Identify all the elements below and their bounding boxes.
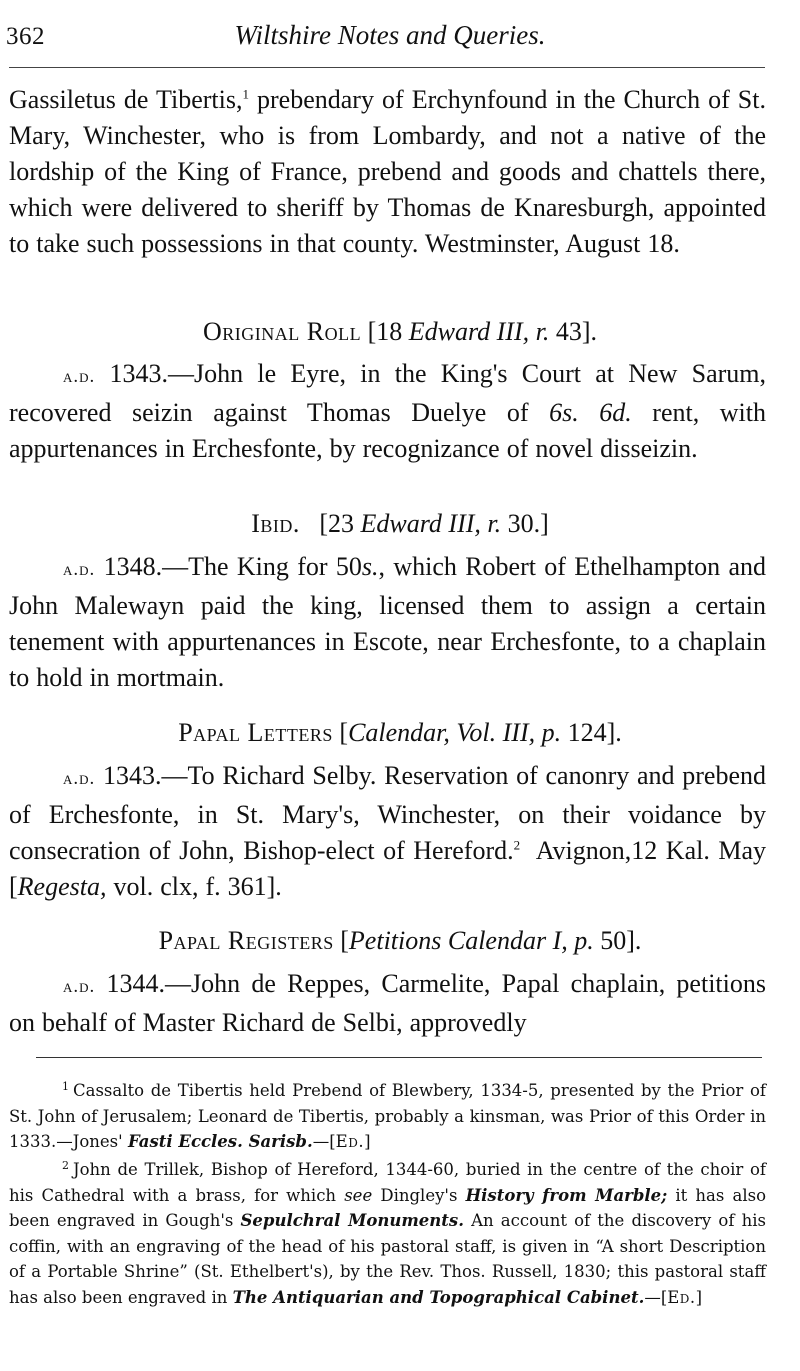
footnote-rule [36,1057,762,1058]
paragraph-text: 1348.—The King for 50 [95,552,362,581]
heading-text: 30.] [501,509,549,538]
heading-italic: Petitions Calendar I, p. [348,926,594,955]
paragraph-text: 1343.—John le Eyre, in the King's Court at New Sarum, recovered seizin against Thomas Duelye of [9,359,766,427]
heading-small-caps: Ibid. [251,509,300,538]
footnote-text: ] [695,1287,703,1307]
paragraph-gassiletus [9,82,766,262]
footnote-text: —[ [644,1287,668,1307]
heading-papal-letters [0,715,800,751]
heading-text: [18 [361,317,409,346]
footnote-text: An account of the discovery of his coffin, with an engraving of the head of his pastoral staff, is given in “A short Description of a Portable Shrine” (St. Ethelbert's), by the Rev. Thos. Russell, 1830; this pastoral staff has also been engraved in [9,1211,766,1307]
footnote-italic: Fasti Eccles. Sarisb. [127,1132,313,1151]
paragraph-text: 1344.—John de Reppes, Carmelite, Papal chaplain, petitions on behalf of Master Richard de Selbi, approvedly [9,969,766,1037]
footnote-text: Cassalto de Tibertis held Prebend of Blewbery, 1334-5, presented by the Prior of St. John of Jerusalem; Leonard de Tibertis, probably a kinsman, was Prior of this Order in 1333.—Jones' [9,1081,766,1151]
footnote-italic: History from Marble; [465,1185,668,1205]
heading-italic: Calendar, Vol. III, p. [348,718,562,747]
paragraph-italic: 6s. 6d. [549,398,632,427]
heading-small-caps: Papal Registers [158,926,334,955]
paragraph-1343-selby [9,758,774,905]
footnote-2: 2 John de Trillek, Bishop of Hereford, 1344-60, buried in the centre of the choir of his Cathedral with a brass, for which see Dingley's History from Marble; it has also been engraved in Gough's Sepulchral Monuments. An account of the discovery of his coffin, with an engraving of the head of his pastoral staff, is given in “A short Description of a Portable Shrine” (St. Ethelbert's), by the Rev. Thos. Russell, 1830; this pastoral staff has also been engraved in The Antiquarian and Topographical Cabinet.—[Ed.] [9,1158,767,1307]
anno-domini: a.d. [63,976,96,997]
footnote-text: Dingley's [372,1185,466,1205]
paragraph-text: vol. clx, f. 361]. [106,872,282,901]
editor-mark: Ed. [667,1287,696,1307]
paragraph-text: Gassiletus de Tibertis, [9,85,243,114]
footnote-ref-2: 2 [513,837,521,853]
heading-text: [23 [299,509,361,538]
heading-italic: Edward III, r. [360,509,502,538]
footnote-text: ] [364,1132,371,1151]
footnote-text: —[ [312,1132,336,1151]
heading-text: 50]. [593,926,642,955]
heading-text: [ [332,718,349,747]
footnote-text: John de Trillek, Bishop of Hereford, 1344-60, buried in the centre of the choir of his Cathedral with a brass, for which [9,1160,766,1205]
running-title: Wiltshire Notes and Queries. [234,20,546,50]
paragraph-1348-king [9,549,766,696]
footnote-italic: see [344,1185,373,1205]
heading-papal-registers [0,923,800,959]
heading-italic: Edward III, r. [408,317,550,346]
anno-domini: a.d. [63,559,96,580]
paragraph-italic: Regesta, [17,872,107,901]
paragraph-text: rent, with appurtenances in Erchesfonte, by recognizance of novel disseizin. [9,398,766,463]
paragraph-text: Avignon,12 Kal. May [ [9,836,774,901]
paragraph-1344-reppes [9,966,766,1041]
heading-original-roll [0,314,800,350]
editor-mark: Ed. [335,1132,365,1151]
footnote-italic: The Antiquarian and Topographical Cabinet. [232,1287,645,1307]
footnote-text: it has also been engraved in Gough's [9,1185,767,1230]
paragraph-text: 1343.—To Richard Selby. Reservation of canonry and prebend of Erchesfonte, in St. Mary's, Winchester, on their voidance by consecration of John, Bishop-elect of Hereford. [9,761,766,865]
heading-text: 43]. [549,317,598,346]
paragraph-text: , which Robert of Ethelhampton and John Malewayn paid the king, licensed them to assign a certain tenement with appurtenances in Escote, near Erchesfonte, to a chaplain to hold in mortmain. [9,552,767,692]
heading-small-caps: Papal Letters [178,718,333,747]
paragraph-text: prebendary of Erchynfound in the Church of St. Mary, Winchester, who is from Lombardy, and not a native of the lordship of the King of France, prebend and goods and chattels there, which were delivered to sheriff by Thomas de Knaresburgh, appointed to take such possessions in that county. Westminster, August 18. [9,85,766,258]
paragraph-italic: s. [361,552,379,581]
page-number: 362 [6,23,45,50]
footnote-italic: Sepulchral Monuments. [240,1211,464,1230]
anno-domini: a.d. [63,366,96,387]
header-rule [9,67,765,68]
running-head [0,20,800,54]
paragraph-1343-eyre [9,356,766,467]
heading-ibid [0,506,800,542]
heading-text: [ [333,926,349,955]
heading-small-caps: Original Roll [202,317,362,346]
anno-domini: a.d. [63,768,96,789]
footnote-ref-1: 1 [242,86,249,102]
heading-text: 124]. [561,718,622,747]
footnote-1: 1 Cassalto de Tibertis held Prebend of Blewbery, 1334-5, presented by the Prior of St. John of Jerusalem; Leonard de Tibertis, probably a kinsman, was Prior of this Order in 1333.—Jones' Fasti Eccles. Sarisb.—[Ed.] [9,1079,766,1151]
